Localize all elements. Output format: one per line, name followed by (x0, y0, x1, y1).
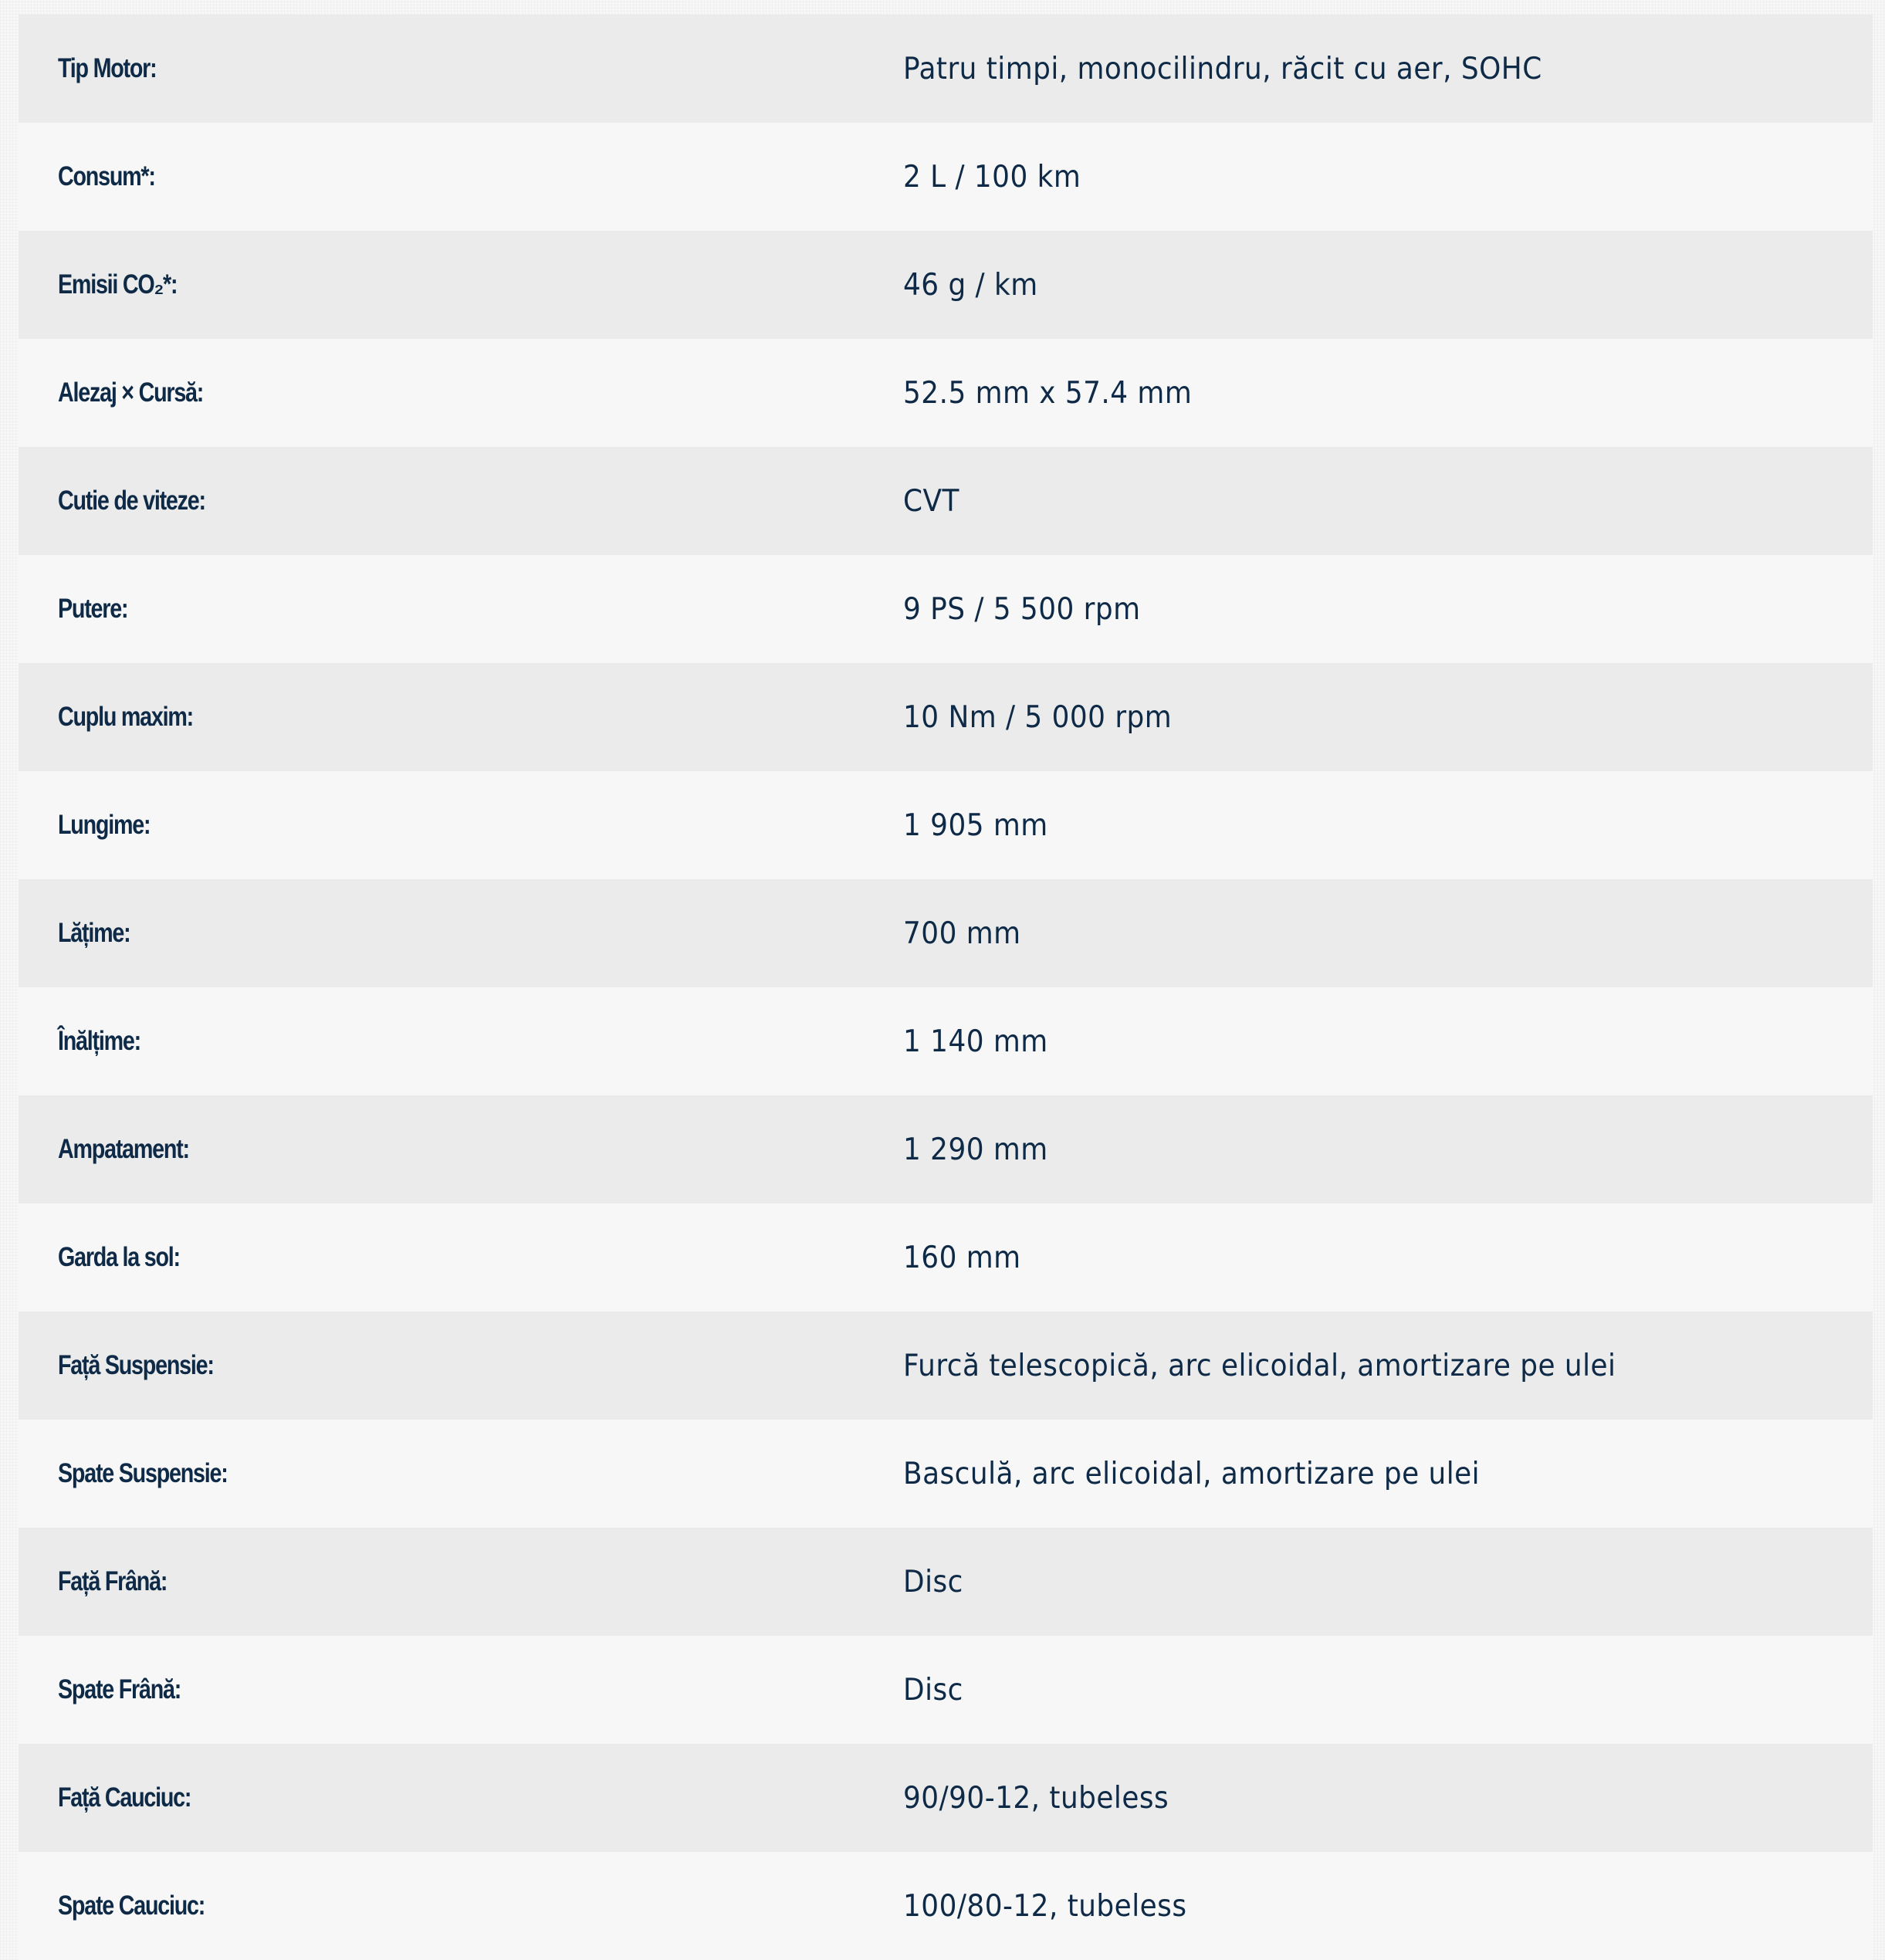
specifications-table (19, 15, 1873, 1960)
spec-row-gearbox (19, 447, 1873, 555)
spec-value: 160 mm (903, 1240, 1021, 1275)
spec-row-front-suspension (19, 1312, 1873, 1420)
spec-label: Tip Motor: (58, 53, 157, 83)
spec-label: Emisii CO₂*: (58, 269, 178, 300)
spec-row-rear-tyre (19, 1852, 1873, 1960)
spec-label-cell (19, 339, 903, 447)
spec-label: Alezaj × Cursă: (58, 377, 204, 408)
spec-label-cell (19, 1852, 903, 1960)
spec-value: 90/90-12, tubeless (903, 1780, 1169, 1816)
spec-label: Față Frână: (58, 1566, 168, 1596)
spec-value: Patru timpi, monocilindru, răcit cu aer, SOHC (903, 51, 1542, 86)
spec-value-cell (903, 771, 1873, 879)
spec-row-max-torque (19, 663, 1873, 771)
spec-row-wheelbase (19, 1095, 1873, 1203)
spec-label-cell (19, 987, 903, 1095)
spec-label: Ampatament: (58, 1134, 189, 1164)
spec-label-cell (19, 1744, 903, 1852)
spec-value-cell (903, 1420, 1873, 1528)
spec-value: 10 Nm / 5 000 rpm (903, 699, 1173, 735)
spec-row-front-tyre (19, 1744, 1873, 1852)
spec-label: Garda la sol: (58, 1242, 180, 1272)
spec-value: 700 mm (903, 916, 1021, 951)
spec-row-rear-suspension (19, 1420, 1873, 1528)
spec-value-cell (903, 123, 1873, 231)
spec-label: Putere: (58, 594, 128, 624)
spec-label-cell (19, 123, 903, 231)
spec-row-width (19, 879, 1873, 987)
spec-row-consumption (19, 123, 1873, 231)
spec-label: Cutie de viteze: (58, 486, 205, 516)
spec-label-cell (19, 879, 903, 987)
spec-label-cell (19, 15, 903, 123)
spec-value: Disc (903, 1672, 963, 1708)
spec-value: 100/80-12, tubeless (903, 1888, 1187, 1924)
spec-value-cell (903, 1203, 1873, 1312)
spec-value-cell (903, 1528, 1873, 1636)
spec-value: 1 290 mm (903, 1132, 1048, 1167)
spec-label-cell (19, 1203, 903, 1312)
spec-value-cell (903, 987, 1873, 1095)
spec-value: 1 905 mm (903, 807, 1048, 843)
spec-row-height (19, 987, 1873, 1095)
spec-label-cell (19, 231, 903, 339)
spec-label: Spate Suspensie: (58, 1458, 228, 1488)
spec-value: CVT (903, 483, 959, 519)
spec-label-cell (19, 555, 903, 663)
spec-value-cell (903, 1636, 1873, 1744)
spec-value-cell (903, 663, 1873, 771)
spec-label-cell (19, 1420, 903, 1528)
spec-value-cell (903, 1095, 1873, 1203)
spec-label: Față Cauciuc: (58, 1782, 191, 1813)
spec-label: Lungime: (58, 810, 151, 840)
spec-label-cell (19, 1528, 903, 1636)
spec-value-cell (903, 15, 1873, 123)
spec-value: 2 L / 100 km (903, 159, 1081, 195)
spec-label: Cuplu maxim: (58, 702, 194, 732)
spec-row-bore-stroke (19, 339, 1873, 447)
spec-row-front-brake (19, 1528, 1873, 1636)
spec-value-cell (903, 1852, 1873, 1960)
spec-row-power (19, 555, 1873, 663)
spec-label: Față Suspensie: (58, 1350, 214, 1380)
spec-row-ground-clearance (19, 1203, 1873, 1312)
spec-value: Furcă telescopică, arc elicoidal, amortizare pe ulei (903, 1348, 1616, 1383)
spec-value: Basculă, arc elicoidal, amortizare pe ulei (903, 1456, 1481, 1491)
spec-value: 46 g / km (903, 267, 1038, 303)
spec-label-cell (19, 1095, 903, 1203)
spec-label: Consum*: (58, 161, 155, 191)
spec-value: 9 PS / 5 500 rpm (903, 591, 1141, 627)
spec-value-cell (903, 447, 1873, 555)
spec-label-cell (19, 447, 903, 555)
spec-row-engine-type (19, 15, 1873, 123)
spec-value: Disc (903, 1564, 963, 1599)
spec-value-cell (903, 1312, 1873, 1420)
spec-label: Spate Cauciuc: (58, 1891, 205, 1921)
spec-row-length (19, 771, 1873, 879)
spec-label: Spate Frână: (58, 1674, 181, 1704)
spec-label: Lățime: (58, 918, 130, 948)
spec-label: Înălțime: (58, 1026, 140, 1056)
spec-label-cell (19, 771, 903, 879)
spec-row-co2-emissions (19, 231, 1873, 339)
spec-value-cell (903, 231, 1873, 339)
spec-label-cell (19, 1636, 903, 1744)
spec-value-cell (903, 555, 1873, 663)
spec-value: 1 140 mm (903, 1024, 1048, 1059)
spec-value-cell (903, 879, 1873, 987)
spec-label-cell (19, 1312, 903, 1420)
specifications-table-body (19, 15, 1873, 1960)
spec-value: 52.5 mm x 57.4 mm (903, 375, 1193, 411)
spec-value-cell (903, 1744, 1873, 1852)
spec-label-cell (19, 663, 903, 771)
spec-row-rear-brake (19, 1636, 1873, 1744)
spec-value-cell (903, 339, 1873, 447)
